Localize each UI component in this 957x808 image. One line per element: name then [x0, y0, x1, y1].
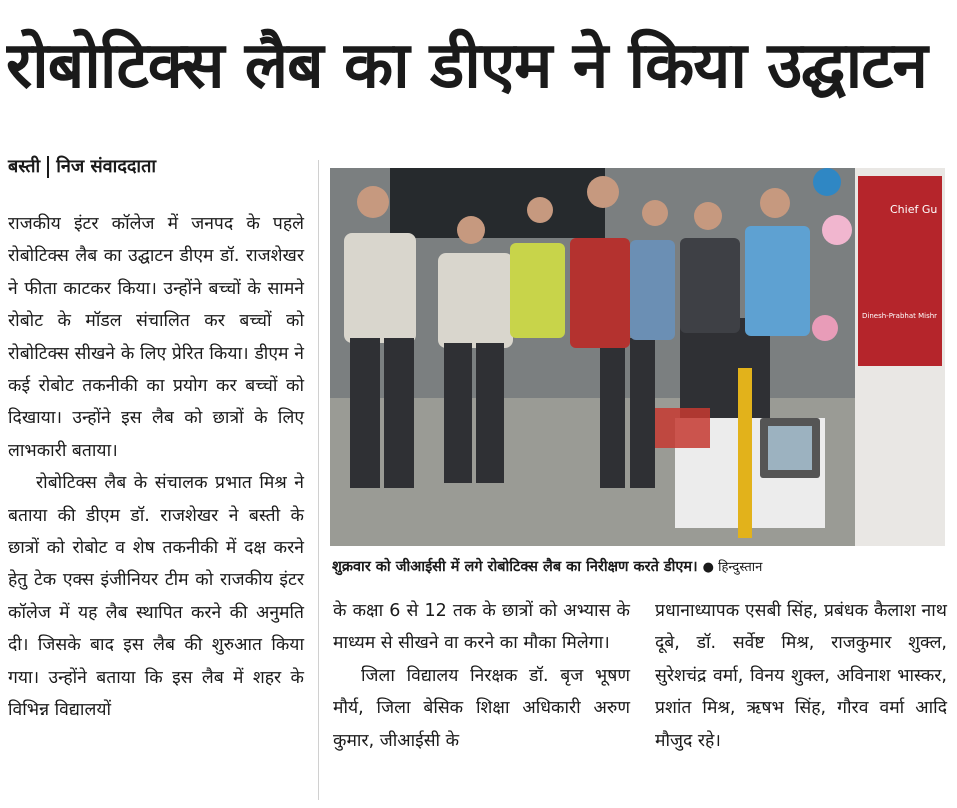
photo-illustration	[330, 168, 945, 546]
paragraph-2: रोबोटिक्स लैब के संचालक प्रभात मिश्र ने बताया की डीएम डॉ. राजशेखर ने बस्ती के छात्रों को रोबोट व शेष तकनीकी में दक्ष करने हेतु टेक एक्स इंजीनियर टीम को राजकीय इंटर कॉलेज में यह लैब स्थापित करने की अनुमति दी। जिसके बाद इस लैब की शुरुआत किया गया। उन्होंने बताया कि इस लैब में शहर के विभिन्न विद्यालयों	[8, 473, 304, 721]
banner-text-2: Dinesh-Prabhat Mishr	[862, 312, 938, 320]
article-column-1	[8, 208, 304, 727]
paragraph-1: राजकीय इंटर कॉलेज में जनपद के पहले रोबोटिक्स लैब का उद्घाटन डीएम डॉ. राजशेखर ने फीता काटकर किया। उन्होंने बच्चों के सामने रोबोट के मॉडल संचालित कर बच्चों को रोबोटिक्स सीखने के लिए प्रेरित किया। डीएम ने कई रोबोट तकनीकी का प्रयोग कर बच्चों को दिखाया। उन्होंने इस लैब को छात्रों के लिए लाभकारी बताया।	[8, 214, 304, 461]
banner-text: Chief Gu	[890, 203, 938, 216]
byline-place: बस्ती	[8, 156, 41, 177]
byline-reporter: निज संवाददाता	[56, 156, 157, 177]
article-column-3	[655, 595, 947, 757]
headline: रोबोटिक्स लैब का डीएम ने किया उद्घाटन	[6, 29, 927, 103]
caption-text: शुक्रवार को जीआईसी में लगे रोबोटिक्स लैब का निरीक्षण करते डीएम।	[332, 559, 698, 575]
news-photo	[330, 168, 945, 546]
photo-caption	[332, 556, 947, 576]
byline	[8, 154, 156, 178]
byline-separator	[47, 156, 49, 178]
column-divider	[318, 160, 319, 800]
article-column-2	[333, 595, 630, 757]
paragraph-4: जिला विद्यालय निरक्षक डॉ. बृज भूषण मौर्य, जिला बेसिक शिक्षा अधिकारी अरुण कुमार, जीआईसी के	[333, 665, 630, 751]
photo-credit: ● हिन्दुस्तान	[702, 560, 763, 575]
paragraph-5: प्रधानाध्यापक एसबी सिंह, प्रबंधक कैलाश नाथ दूबे, डॉ. सर्वेष्ट मिश्र, राजकुमार शुक्ल, सुरेशचंद्र वर्मा, विनय शुक्ल, अविनाश भास्कर, प्रशांत मिश्र, ऋषभ सिंह, गौरव वर्मा आदि मौजुद रहे।	[655, 601, 947, 751]
paragraph-3: के कक्षा 6 से 12 तक के छात्रों को अभ्यास के माध्यम से सीखने वा करने का मौका मिलेगा।	[333, 601, 630, 654]
